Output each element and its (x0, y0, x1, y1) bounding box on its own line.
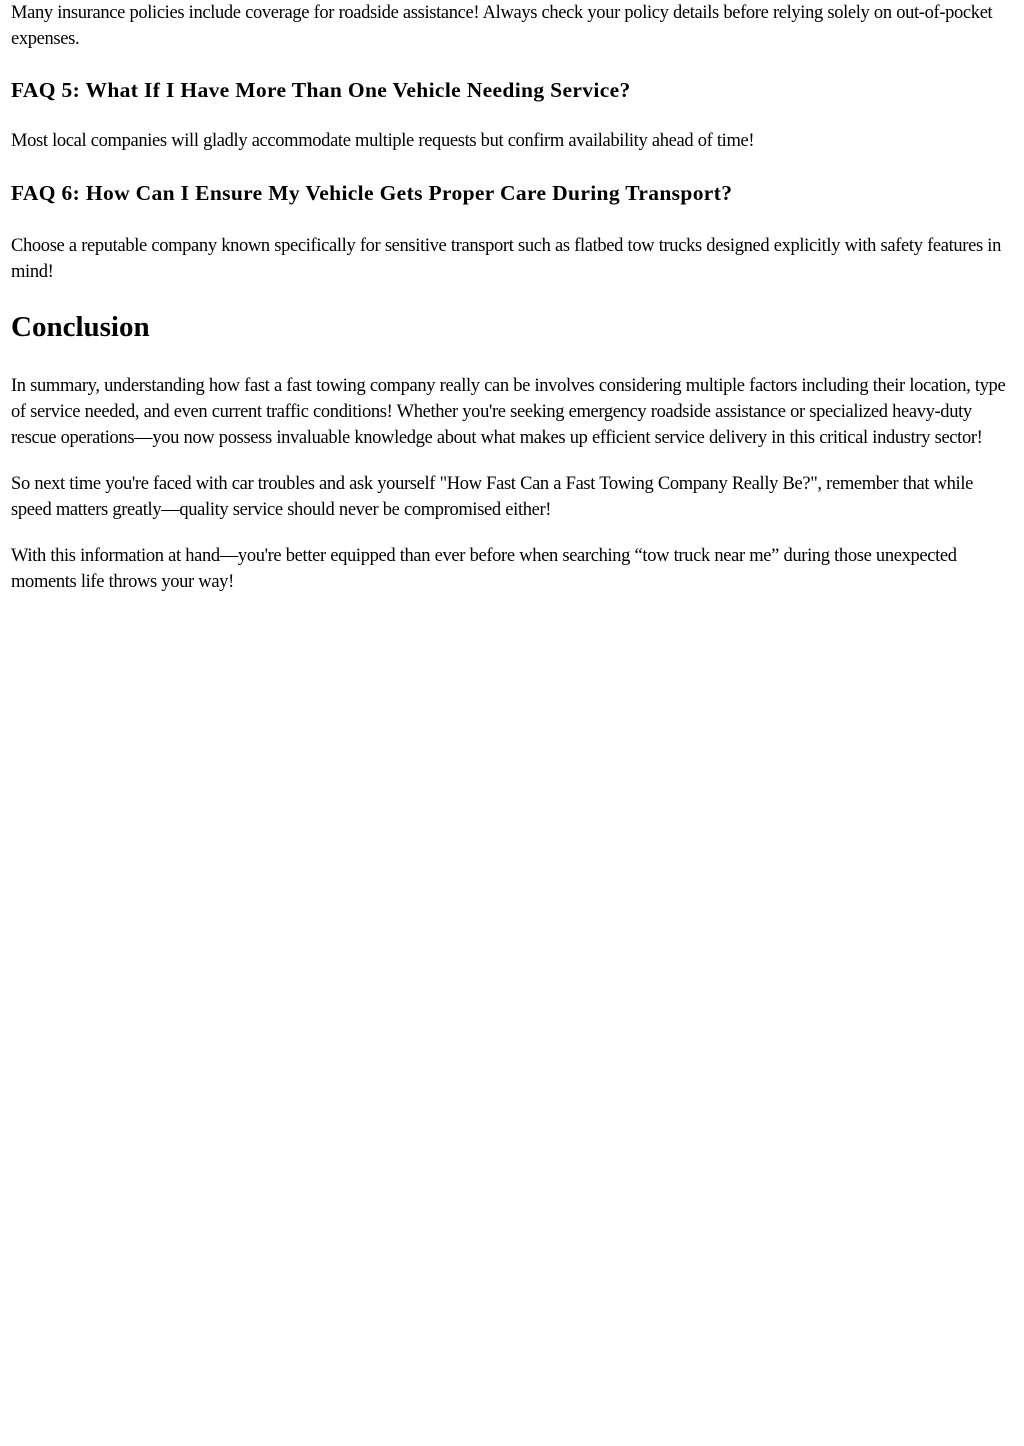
faq-6-heading: FAQ 6: How Can I Ensure My Vehicle Gets Proper Care During Transport? (11, 181, 733, 205)
insurance-coverage-paragraph: Many insurance policies include coverage for roadside assistance! Always check your policy details before relying solely on out-of-pocket expenses. (11, 3, 993, 49)
conclusion-summary-paragraph: In summary, understanding how fast a fast towing company really can be involves considering multiple factors including their location, type of service needed, and even current traffic conditions! Whether you're seeking emergency roadside assistance or specialized heavy-duty rescue operations—you now possess invaluable knowledge about what makes up efficient service delivery in this critical industry sector! (11, 376, 1006, 448)
faq-5-answer: Most local companies will gladly accommodate multiple requests but confirm availability ahead of time! (11, 131, 755, 151)
conclusion-final-paragraph: With this information at hand—you're better equipped than ever before when searching “tow truck near me” during those unexpected moments life throws your way! (11, 546, 957, 592)
conclusion-heading: Conclusion (11, 311, 150, 343)
conclusion-next-time-paragraph: So next time you're faced with car troubles and ask yourself "How Fast Can a Fast Towing Company Really Be?", remember that while speed matters greatly—quality service should never be compromised either! (11, 474, 973, 520)
faq-5-heading: FAQ 5: What If I Have More Than One Vehicle Needing Service? (11, 78, 631, 102)
faq-6-answer: Choose a reputable company known specifically for sensitive transport such as flatbed tow trucks designed explicitly with safety features in mind! (11, 236, 1001, 282)
